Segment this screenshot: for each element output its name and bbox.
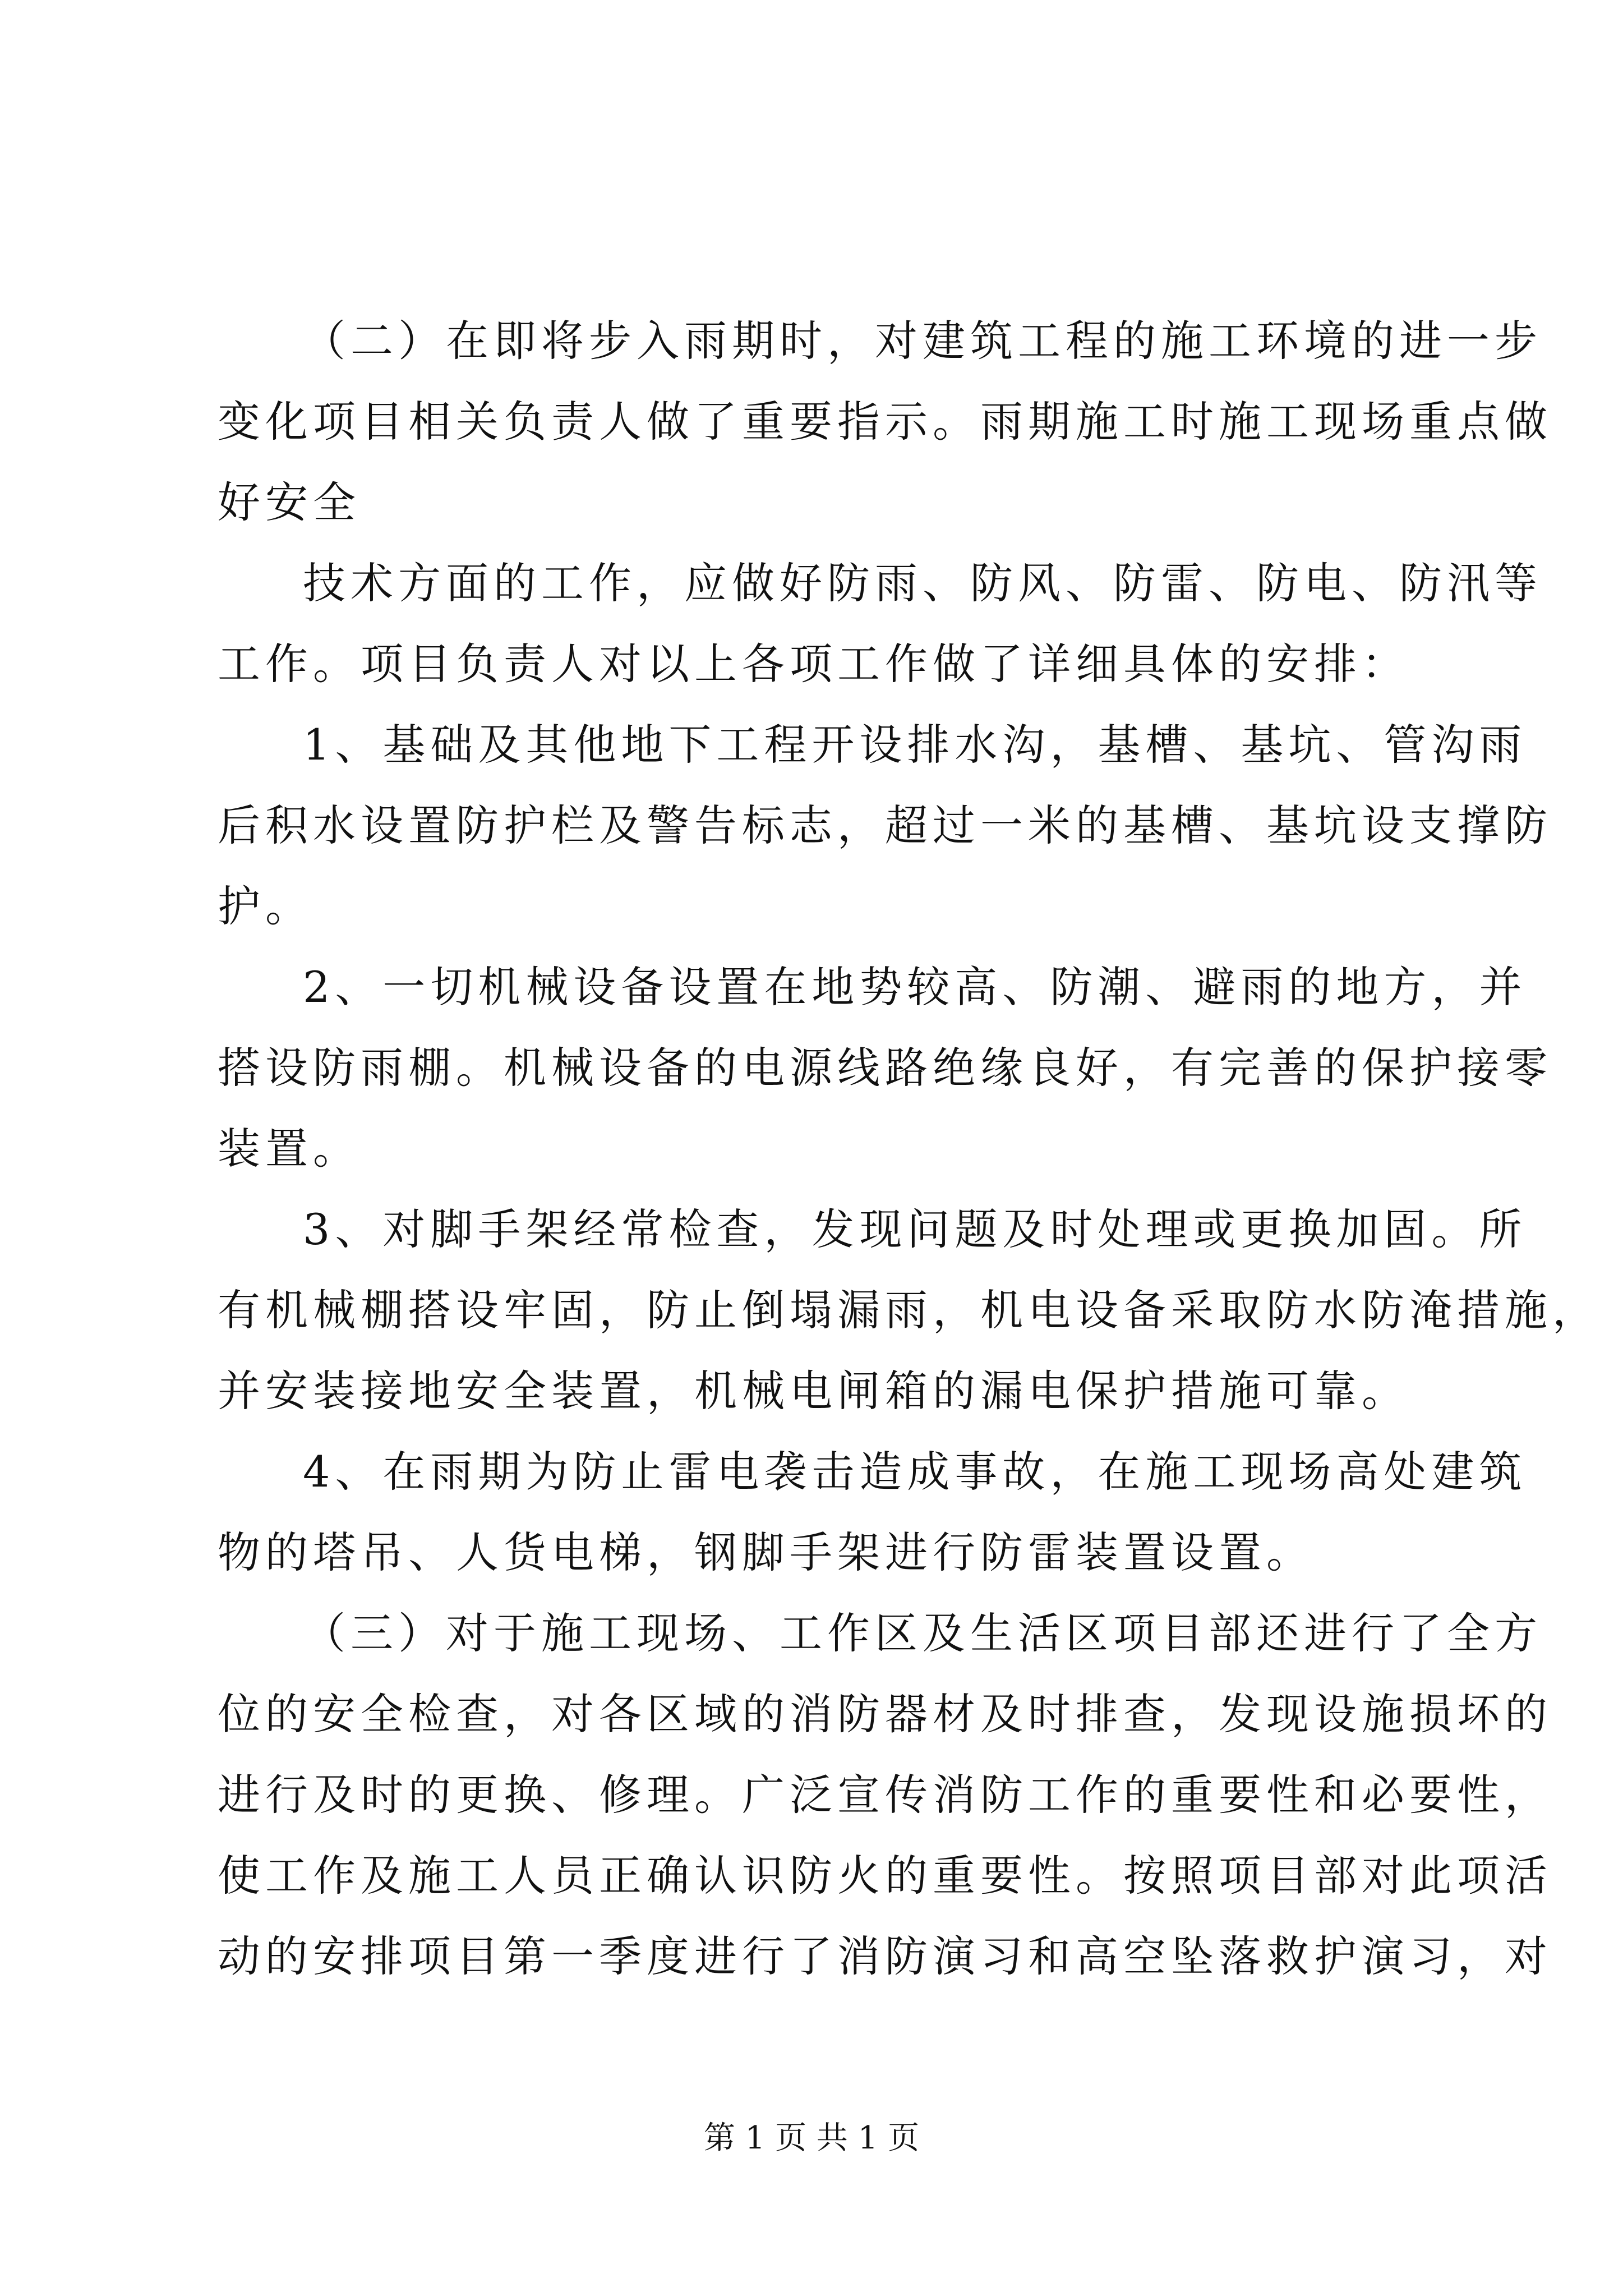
- text-line: 位的安全检查，对各区域的消防器材及时排查，发现设施损坏的: [218, 1689, 1552, 1739]
- text-line: （二）在即将步入雨期时，对建筑工程的施工环境的进一步: [303, 316, 1542, 366]
- text-line: 使工作及施工人员正确认识防火的重要性。按照项目部对此项活: [218, 1851, 1552, 1901]
- text-line: 有机械棚搭设牢固，防止倒塌漏雨，机电设备采取防水防淹措施，: [218, 1285, 1600, 1335]
- text-line: 装置。: [218, 1124, 361, 1174]
- text-line: 4、在雨期为防止雷电袭击造成事故，在施工现场高处建筑: [303, 1447, 1527, 1497]
- text-line: 动的安排项目第一季度进行了消防演习和高空坠落救护演习，对: [218, 1931, 1552, 1981]
- text-line: 2、一切机械设备设置在地势较高、防潮、避雨的地方，并: [303, 962, 1527, 1012]
- text-line: 进行及时的更换、修理。广泛宣传消防工作的重要性和必要性，: [218, 1770, 1552, 1820]
- text-line: 3、对脚手架经常检查，发现问题及时处理或更换加固。所: [303, 1204, 1527, 1254]
- text-line: （三）对于施工现场、工作区及生活区项目部还进行了全方: [303, 1608, 1542, 1658]
- text-line: 1、基础及其他地下工程开设排水沟，基槽、基坑、管沟雨: [303, 720, 1527, 770]
- text-line: 物的塔吊、人货电梯，钢脚手架进行防雷装置设置。: [218, 1527, 1314, 1577]
- page-number-footer: 第 1 页 共 1 页: [703, 2120, 920, 2156]
- text-line: 技术方面的工作，应做好防雨、防风、防雷、防电、防汛等: [303, 558, 1542, 608]
- text-line: 工作。项目负责人对以上各项工作做了详细具体的安排：: [218, 639, 1409, 689]
- document-body: [218, 301, 1600, 1997]
- text-line: 搭设防雨棚。机械设备的电源线路绝缘良好，有完善的保护接零: [218, 1043, 1552, 1093]
- text-line: 好安全: [218, 477, 361, 527]
- text-line: 变化项目相关负责人做了重要指示。雨期施工时施工现场重点做: [218, 397, 1552, 447]
- text-line: 护。: [218, 881, 313, 931]
- text-line: 并安装接地安全装置，机械电闸箱的漏电保护措施可靠。: [218, 1366, 1409, 1416]
- text-line: 后积水设置防护栏及警告标志，超过一米的基槽、基坑设支撑防: [218, 800, 1552, 850]
